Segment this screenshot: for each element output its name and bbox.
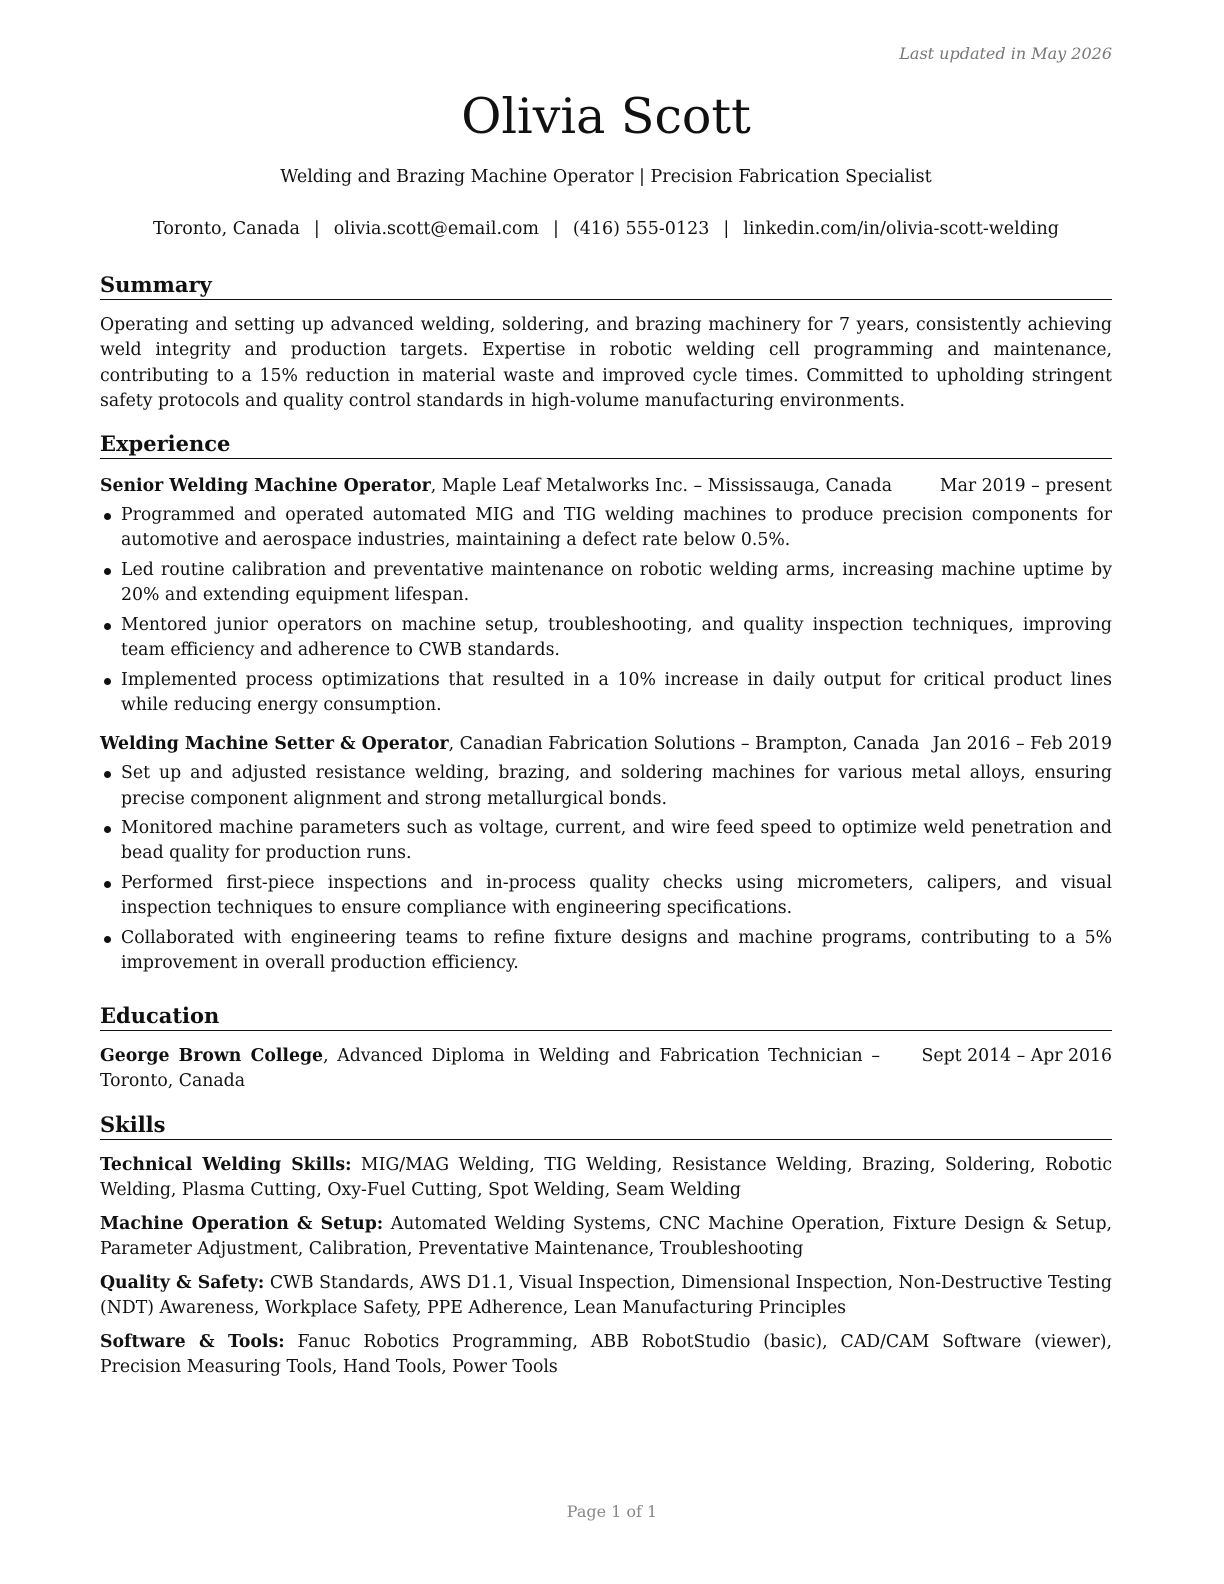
job-header [100,732,1112,757]
contact-phone: (416) 555-0123 [572,219,710,239]
skill-label: Machine Operation & Setup: [100,1214,384,1235]
skills-list [100,1153,1112,1380]
skill-items: Fanuc Robotics Programming, ABB RobotStudio (basic), CAD/CAM Software (viewer), Precision Measuring Tools, Hand Tools, Power Tools [100,1331,1112,1378]
job-role: Senior Welding Machine Operator [100,476,431,497]
skill-label: Software & Tools: [100,1331,285,1352]
job-bullets [100,503,1112,718]
job-bullet: Mentored junior operators on machine setup, troubleshooting, and quality inspection techniques, improving team efficiency and adherence to CWB standards. [100,613,1112,663]
section-title-summary: Summary [100,272,1112,300]
contact-location: Toronto, Canada [153,219,300,239]
education-dates: Sept 2014 – Apr 2016 [921,1046,1112,1067]
job-bullet: Performed first-piece inspections and in-process quality checks using micrometers, calipers, and visual inspection techniques to ensure compliance with engineering specifications. [100,871,1112,921]
summary-section [100,272,1112,414]
job-dates: Jan 2016 – Feb 2019 [932,734,1112,755]
job-role: Welding Machine Setter & Operator [100,734,449,755]
skill-items: Automated Welding Systems, CNC Machine Operation, Fixture Design & Setup, Parameter Adjustment, Calibration, Preventative Maintenance, Troubleshooting [100,1214,1112,1260]
section-title-experience: Experience [100,431,1112,459]
skill-group [100,1271,1112,1321]
job-bullets [100,761,1112,976]
contact-linkedin[interactable]: linkedin.com/in/olivia-scott-welding [743,219,1059,239]
job-bullet: Collaborated with engineering teams to refine fixture designs and machine programs, contributing to a 5% improvement in overall production efficiency. [100,926,1112,976]
job-bullet: Led routine calibration and preventative maintenance on robotic welding arms, increasing machine uptime by 20% and extending equipment lifespan. [100,558,1112,608]
last-updated: Last updated in May 2026 [899,44,1112,63]
job-bullet: Programmed and operated automated MIG and TIG welding machines to produce precision components for automotive and aerospace industries, maintaining a defect rate below 0.5%. [100,503,1112,553]
job-entry [100,474,1112,718]
contact-separator: | [552,219,559,239]
summary-text: Operating and setting up advanced welding, soldering, and brazing machinery for 7 years, consistently achieving weld integrity and production targets. Expertise in robotic welding cell programming and maintenance, contributing to a 15% reduction in material waste and improved cycle times. Committed to upholding stringent safety protocols and quality control standards in high-volume manufacturing environments. [100,315,1112,411]
job-bullet: Monitored machine parameters such as voltage, current, and wire feed speed to optimize weld penetration and bead quality for production runs. [100,816,1112,866]
skill-items: CWB Standards, AWS D1.1, Visual Inspection, Dimensional Inspection, Non-Destructive Testing (NDT) Awareness, Workplace Safety, PPE Adherence, Lean Manufacturing Principles [100,1273,1112,1319]
skills-section [100,1112,1112,1389]
job-dates: Mar 2019 – present [939,476,1112,497]
section-title-skills: Skills [100,1112,1112,1140]
skill-label: Quality & Safety: [100,1273,265,1294]
contact-line [100,219,1112,239]
skill-group [100,1330,1112,1380]
contact-separator: | [313,219,320,239]
headline: Welding and Brazing Machine Operator | Precision Fabrication Specialist [280,167,932,187]
job-bullet: Implemented process optimizations that resulted in a 10% increase in daily output for critical product lines while reducing energy consumption. [100,668,1112,718]
skill-items: MIG/MAG Welding, TIG Welding, Resistance Welding, Brazing, Soldering, Robotic Welding, Plasma Cutting, Oxy-Fuel Cutting, Spot Welding, Seam Welding [100,1155,1112,1201]
education-details: , Advanced Diploma in Welding and Fabrication Technician – Toronto, Canada [100,1046,880,1092]
skill-group [100,1212,1112,1262]
education-entry [100,1044,1112,1094]
education-school: George Brown College [100,1046,324,1067]
job-header [100,474,1112,499]
skill-group [100,1153,1112,1203]
job-bullet: Set up and adjusted resistance welding, brazing, and soldering machines for various metal alloys, ensuring precise component alignment and strong metallurgical bonds. [100,761,1112,811]
job-entry [100,732,1112,976]
section-title-education: Education [100,1003,1112,1031]
contact-separator: | [723,219,730,239]
candidate-name: Olivia Scott [461,88,751,145]
experience-section [100,431,1112,981]
education-section [100,1003,1112,1095]
skill-label: Technical Welding Skills: [100,1155,352,1176]
job-company: , Maple Leaf Metalworks Inc. – Mississauga, Canada [430,476,892,497]
contact-email[interactable]: olivia.scott@email.com [333,219,539,239]
page-number: Page 1 of 1 [566,1502,658,1521]
job-company: , Canadian Fabrication Solutions – Brampton, Canada [448,734,920,755]
